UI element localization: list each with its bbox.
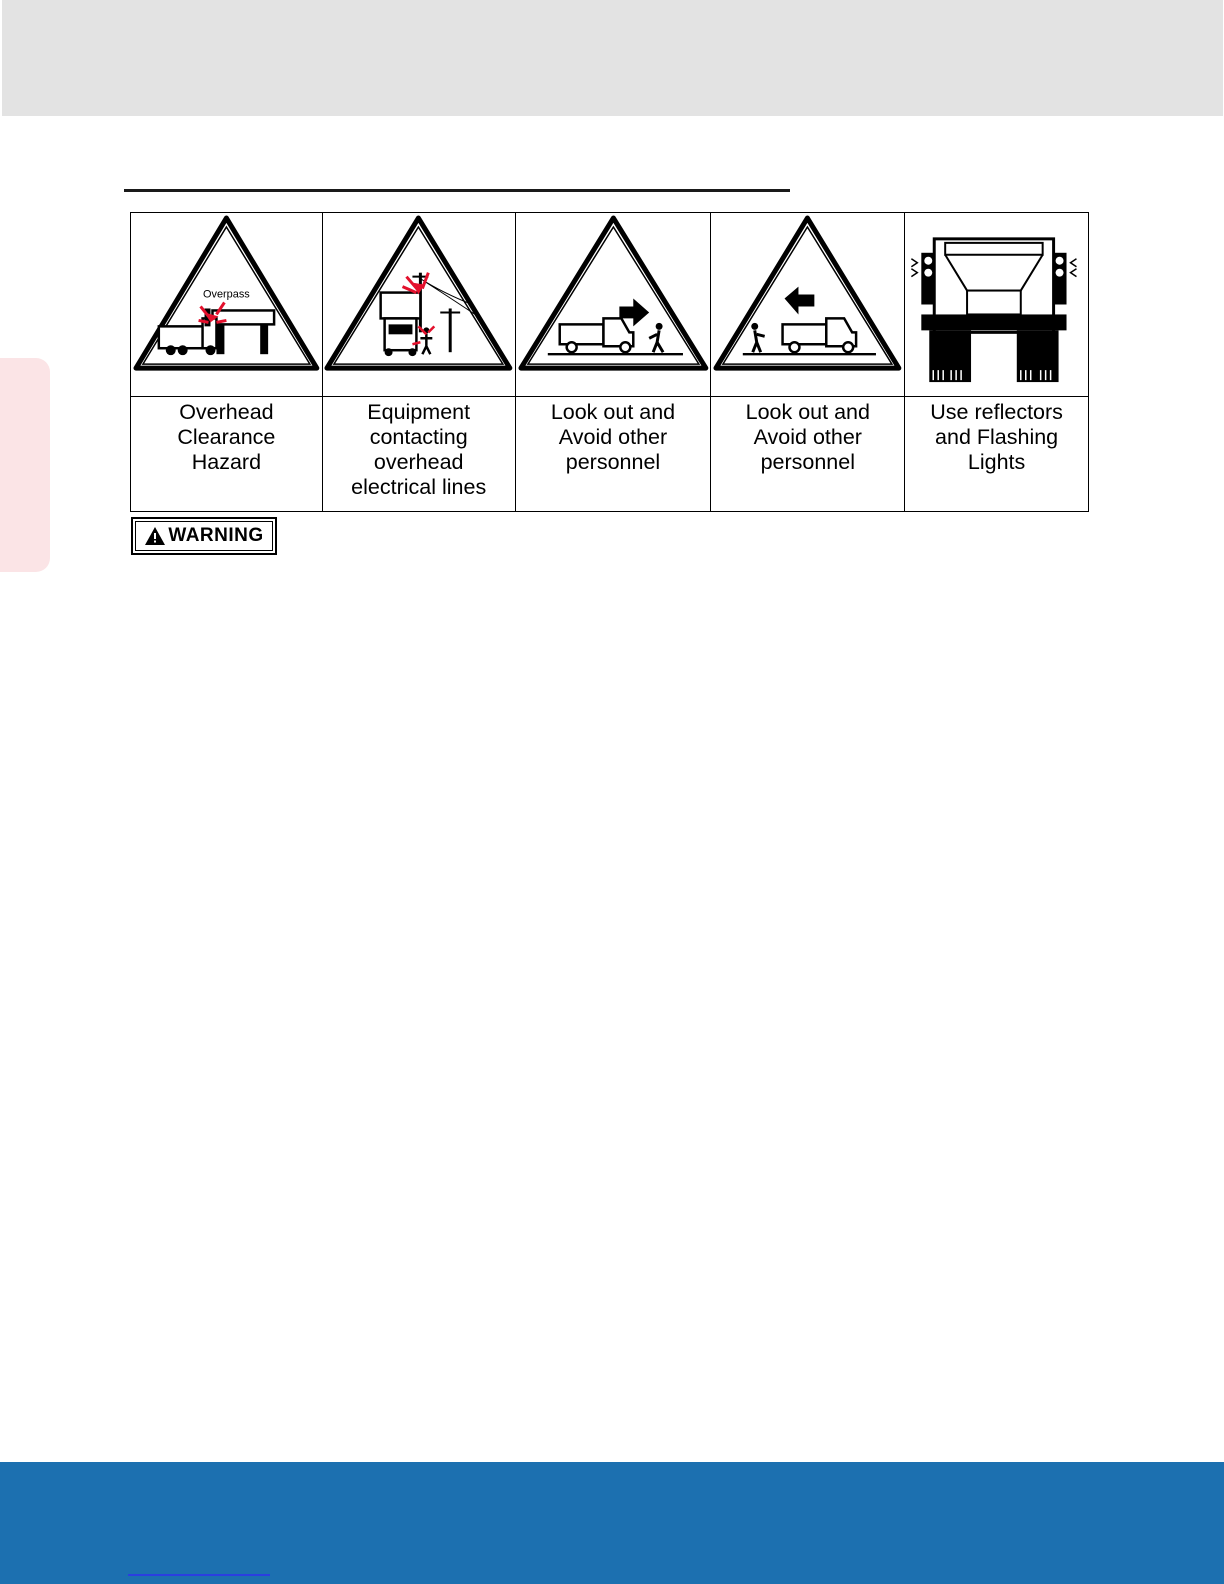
- reflectors-lights-icon: [905, 213, 1088, 397]
- section-rule: [124, 189, 790, 192]
- sign-caption: Look out and Avoid other personnel: [550, 400, 676, 474]
- header-band: [2, 0, 1223, 116]
- sign-cell-electrical-lines: [323, 213, 516, 511]
- warning-label: WARNING: [168, 525, 264, 546]
- footer-link-underline[interactable]: [128, 1574, 270, 1576]
- footer-band: [0, 1462, 1224, 1584]
- truck-reverse-personnel-icon: [711, 213, 904, 397]
- overhead-clearance-icon: [131, 213, 322, 397]
- sign-cell-avoid-personnel-forward: [516, 213, 712, 511]
- sign-cell-avoid-personnel-reverse: [711, 213, 905, 511]
- sign-caption: Equipment contacting overhead electrical lines: [351, 400, 487, 499]
- sign-caption: Look out and Avoid other personnel: [745, 400, 870, 474]
- overpass-label: Overpass: [203, 288, 250, 301]
- warning-badge: [131, 517, 277, 555]
- section-side-tab[interactable]: [0, 358, 50, 572]
- sign-caption: Overhead Clearance Hazard: [177, 400, 276, 474]
- sign-caption: Use reflectors and Flashing Lights: [930, 400, 1063, 474]
- sign-cell-overhead-clearance: [131, 213, 323, 511]
- warning-triangle-icon: [144, 526, 166, 546]
- electrical-lines-icon: [323, 213, 515, 397]
- sign-cell-reflectors-lights: [905, 213, 1088, 511]
- safety-sign-table: [130, 212, 1089, 512]
- truck-forward-personnel-icon: [516, 213, 711, 397]
